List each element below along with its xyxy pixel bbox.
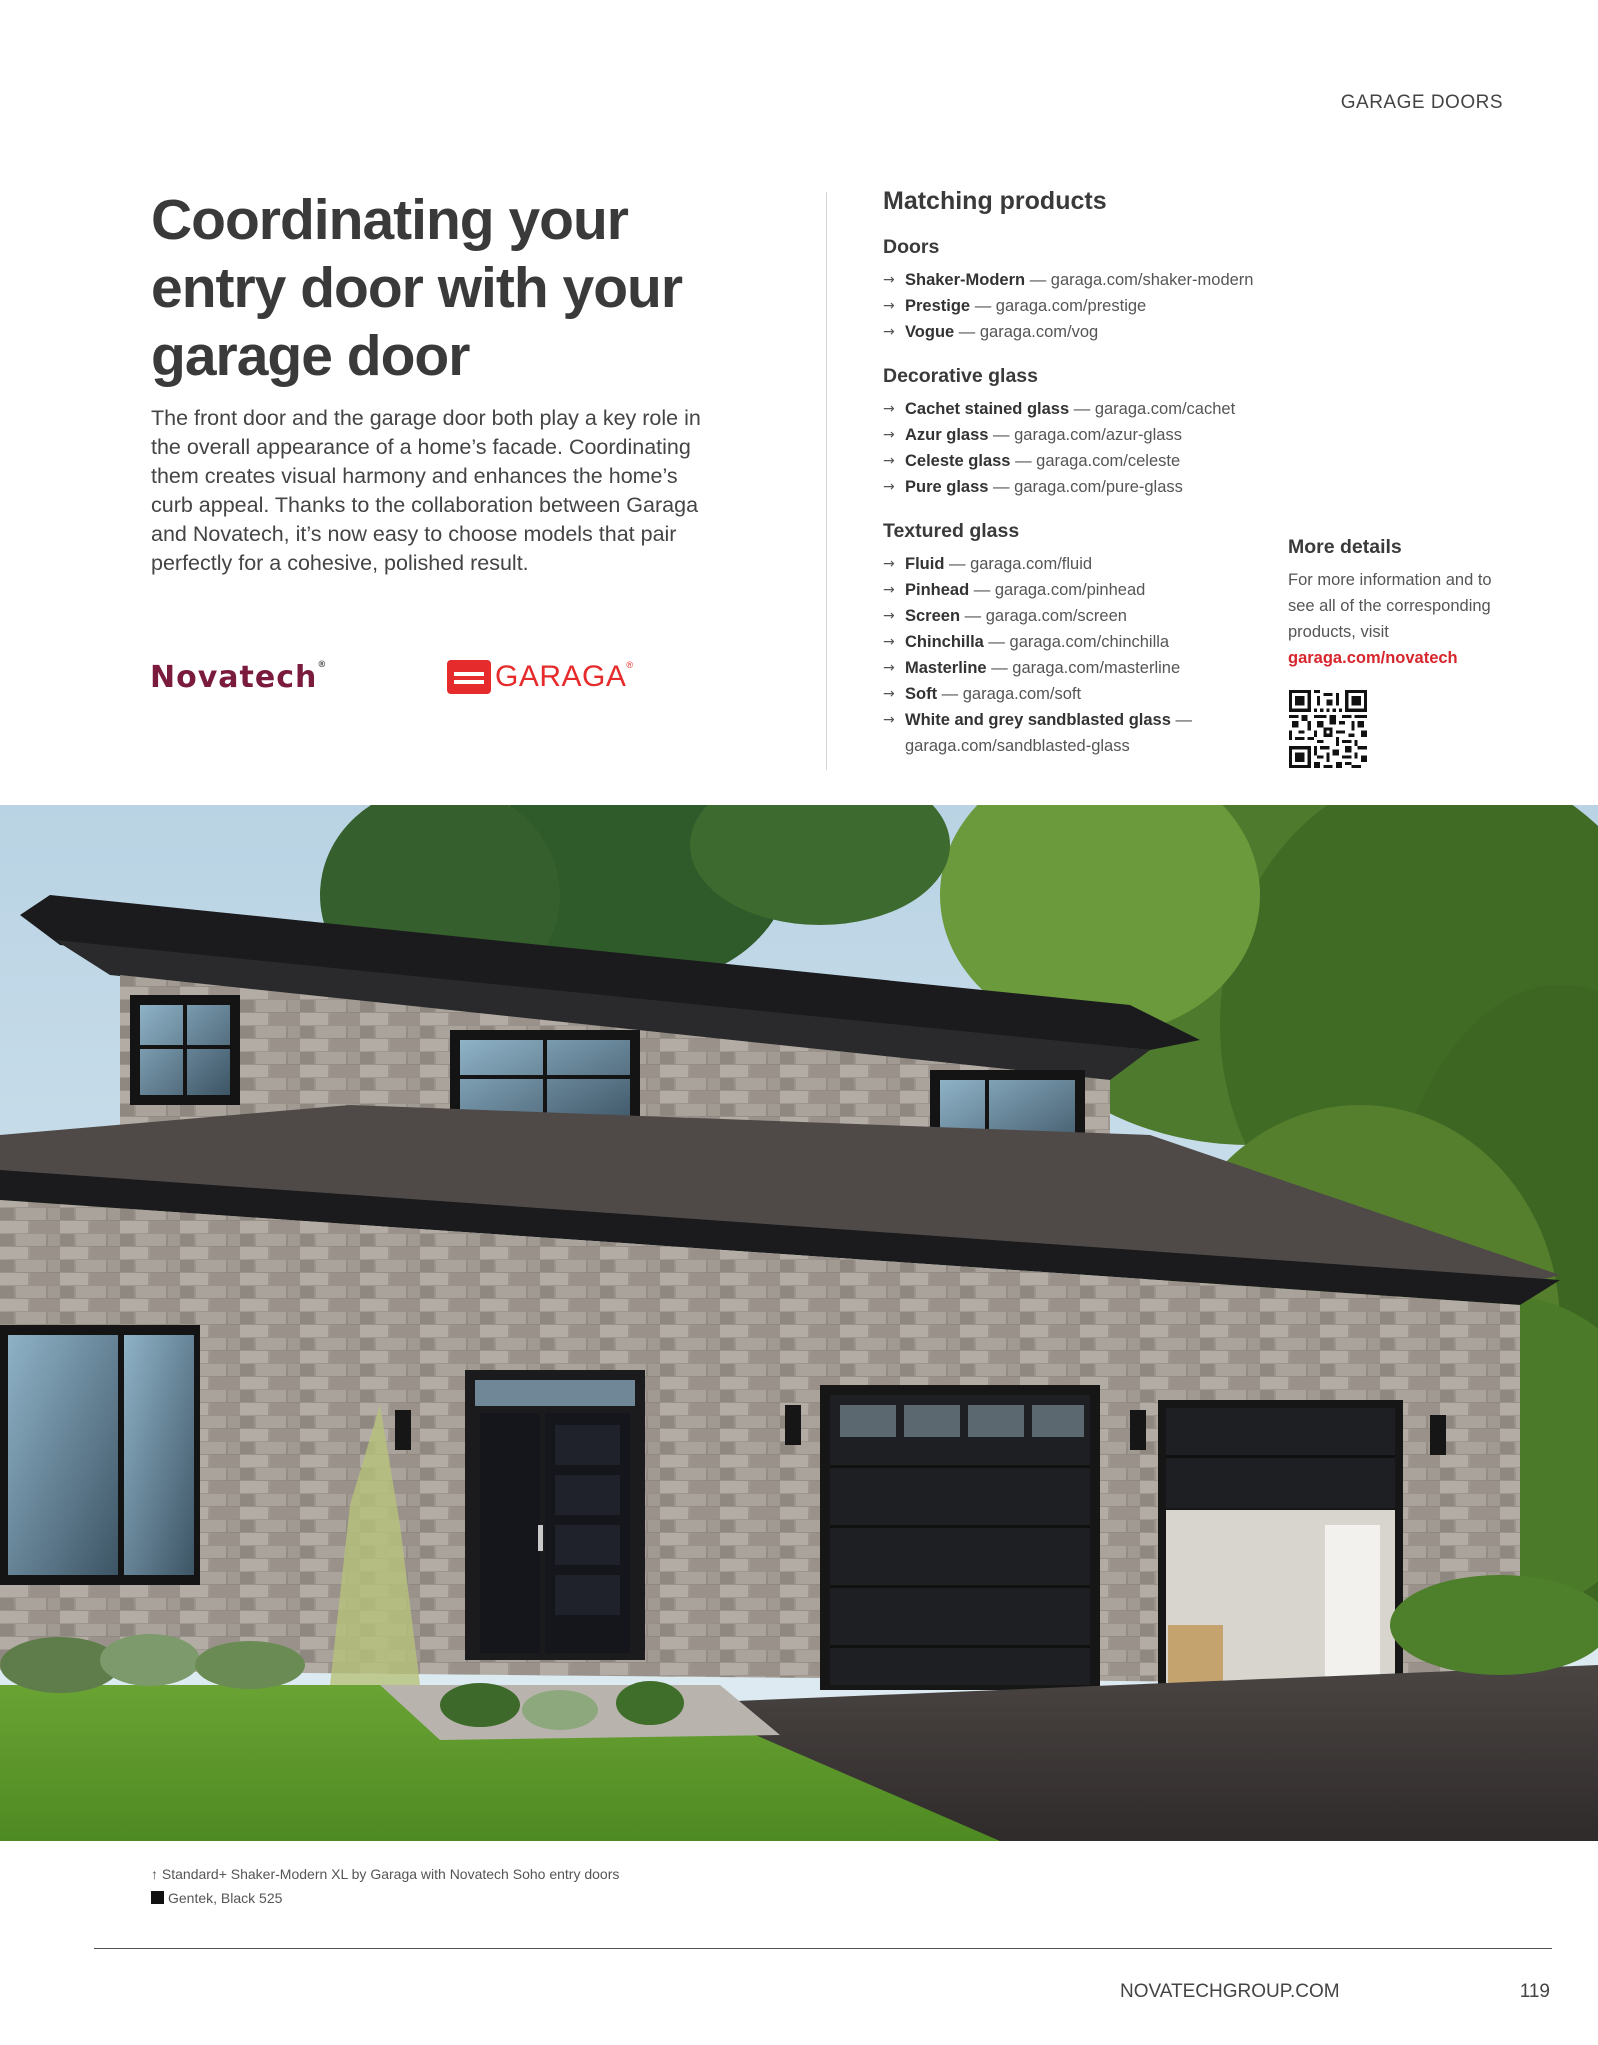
- arrow-right-icon: →: [883, 427, 895, 443]
- house-photo-illustration: [0, 805, 1598, 1841]
- partner-logos: [150, 652, 634, 702]
- list-item[interactable]: → Soft — garaga.com/soft: [883, 681, 1303, 707]
- more-details: [1288, 536, 1518, 671]
- caption-line: Standard+ Shaker-Modern XL by Garaga with Novatech Soho entry doors: [161, 1866, 620, 1882]
- section-label: GARAGE DOORS: [1340, 92, 1503, 113]
- garaga-logo-text: GARAGA: [495, 660, 627, 693]
- arrow-right-icon: →: [883, 660, 895, 676]
- list-item[interactable]: → Prestige — garaga.com/prestige: [883, 293, 1303, 319]
- arrow-right-icon: →: [883, 298, 895, 314]
- more-details-link[interactable]: garaga.com/novatech: [1288, 649, 1458, 667]
- article-intro: [151, 186, 711, 578]
- list-item[interactable]: → White and grey sandblasted glass — garaga.com/sandblasted-glass: [883, 707, 1303, 759]
- novatech-logo-text: Novatech: [150, 660, 318, 695]
- arrow-right-icon: →: [883, 608, 895, 624]
- page-title: [151, 186, 711, 390]
- arrow-right-icon: →: [883, 686, 895, 702]
- title-line: garage door: [151, 324, 470, 388]
- product-group-doors: [883, 236, 1303, 345]
- more-details-text: For more information and to see all of the corresponding products, visit: [1288, 571, 1492, 641]
- garaga-door-icon: [447, 660, 491, 694]
- arrow-right-icon: →: [883, 634, 895, 650]
- house-photo: [0, 805, 1598, 1841]
- arrow-right-icon: →: [883, 712, 895, 728]
- arrow-up-icon: ↑: [151, 1866, 158, 1882]
- list-item[interactable]: → Cachet stained glass — garaga.com/cachet: [883, 396, 1303, 422]
- product-group-decorative-glass: [883, 365, 1303, 500]
- product-group-textured-glass: [883, 520, 1303, 759]
- list-item[interactable]: → Azur glass — garaga.com/azur-glass: [883, 422, 1303, 448]
- matching-products: [883, 187, 1303, 759]
- caption-color: Gentek, Black 525: [168, 1890, 283, 1906]
- novatech-logo: Novatech®: [150, 660, 328, 695]
- page-number: 119: [1519, 1981, 1550, 2002]
- list-item[interactable]: → Fluid — garaga.com/fluid: [883, 551, 1303, 577]
- matching-products-title: Matching products: [883, 187, 1107, 215]
- title-line: entry door with your: [151, 256, 683, 320]
- list-item[interactable]: → Vogue — garaga.com/vog: [883, 319, 1303, 345]
- footer-divider: [94, 1948, 1552, 1949]
- list-item[interactable]: → Shaker-Modern — garaga.com/shaker-modern: [883, 267, 1303, 293]
- arrow-right-icon: →: [883, 479, 895, 495]
- arrow-right-icon: →: [883, 324, 895, 340]
- title-line: Coordinating your: [151, 188, 628, 252]
- list-item[interactable]: → Masterline — garaga.com/masterline: [883, 655, 1303, 681]
- group-title: Decorative glass: [883, 365, 1039, 387]
- list-item[interactable]: → Pinhead — garaga.com/pinhead: [883, 577, 1303, 603]
- qr-code-icon[interactable]: [1289, 690, 1367, 768]
- arrow-right-icon: →: [883, 453, 895, 469]
- group-title: Textured glass: [883, 520, 1020, 542]
- photo-caption: [151, 1862, 619, 1910]
- arrow-right-icon: →: [883, 272, 895, 288]
- color-swatch: [151, 1891, 164, 1904]
- more-details-title: More details: [1288, 536, 1402, 558]
- arrow-right-icon: →: [883, 582, 895, 598]
- column-divider: [826, 192, 827, 770]
- list-item[interactable]: → Screen — garaga.com/screen: [883, 603, 1303, 629]
- list-item[interactable]: → Chinchilla — garaga.com/chinchilla: [883, 629, 1303, 655]
- intro-paragraph: The front door and the garage door both play a key role in the overall appearance of a home’s facade. Coordinating them creates visual harmony and enhances the home’s curb appeal. Thanks to the collaboration between Garaga and Novatech, it’s now easy to choose models that pair perfectly for a cohesive, polished result.: [151, 406, 701, 575]
- list-item[interactable]: → Celeste glass — garaga.com/celeste: [883, 448, 1303, 474]
- arrow-right-icon: →: [883, 556, 895, 572]
- list-item[interactable]: → Pure glass — garaga.com/pure-glass: [883, 474, 1303, 500]
- garaga-logo: GARAGA®: [447, 660, 634, 694]
- footer-url[interactable]: NOVATECHGROUP.COM: [1120, 1981, 1340, 2002]
- arrow-right-icon: →: [883, 401, 895, 417]
- group-title: Doors: [883, 236, 940, 258]
